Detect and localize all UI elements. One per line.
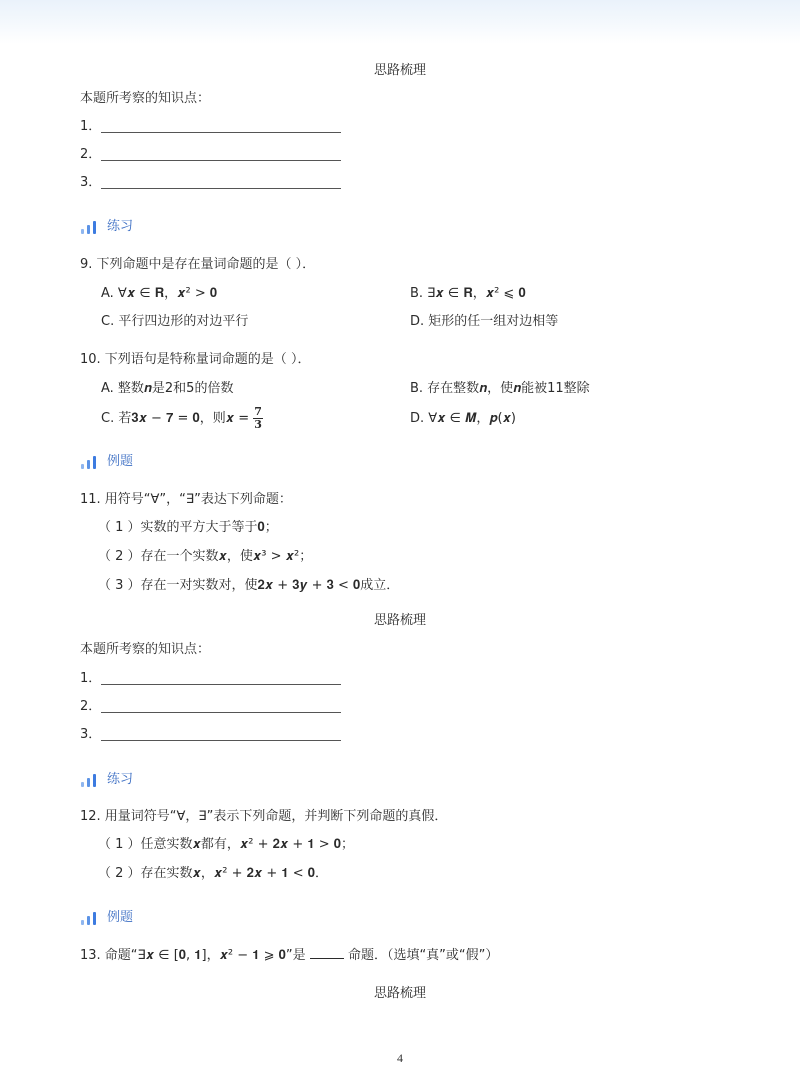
kp-blank-line[interactable] bbox=[101, 188, 341, 189]
q10-option-c-text: C. 若𝟑𝒙 − 𝟕 = 𝟎，则𝒙 = bbox=[101, 411, 250, 426]
kp-item-1-1: 1． bbox=[80, 119, 102, 134]
kp-item-2-2: 2． bbox=[80, 699, 102, 714]
q12-sub-2: （ 2 ）存在实数𝒙，𝒙² + 𝟐𝒙 + 𝟏 < 𝟎． bbox=[98, 866, 328, 881]
q13-stem-pre: 13. 命题“∃𝒙 ∈ [𝟎, 𝟏]，𝒙² − 𝟏 ⩾ 𝟎”是 bbox=[80, 948, 306, 963]
q10-option-a: A. 整数𝒏是2和5的倍数 bbox=[101, 381, 234, 396]
kp-blank-line[interactable] bbox=[101, 684, 341, 685]
kp-item-2-3: 3． bbox=[80, 727, 102, 742]
kp-blank-line[interactable] bbox=[101, 712, 341, 713]
section-practice-1: 练习 bbox=[107, 219, 134, 234]
q13-stem-post: 命题．（选填“真”或“假”） bbox=[347, 948, 499, 963]
q10-option-b: B. 存在整数𝒏，使𝒏能被11整除 bbox=[410, 381, 590, 396]
fraction-numerator: 7 bbox=[254, 405, 262, 418]
q11-sub-1: （ 1 ）实数的平方大于等于𝟎； bbox=[98, 520, 278, 535]
top-gradient-band bbox=[0, 0, 800, 44]
q11-sub-2: （ 2 ）存在一个实数𝒙，使𝒙³ > 𝒙²； bbox=[98, 549, 313, 564]
fraction bbox=[253, 406, 263, 431]
signal-bars-icon bbox=[80, 773, 98, 787]
signal-bars-icon bbox=[80, 911, 98, 925]
page-number: 4 bbox=[397, 1051, 403, 1065]
fraction-denominator: 3 bbox=[254, 418, 262, 431]
signal-bars-icon bbox=[80, 220, 98, 234]
section-practice-2: 练习 bbox=[107, 772, 134, 787]
q9-option-b: B. ∃𝒙 ∈ 𝐑，𝒙² ⩽ 𝟎 bbox=[410, 286, 526, 301]
q9-option-d: D. 矩形的任一组对边相等 bbox=[410, 314, 559, 329]
kp-label-1: 本题所考察的知识点： bbox=[80, 91, 211, 106]
think-title-3: 思路梳理 bbox=[373, 986, 426, 1001]
q12-sub-1: （ 1 ）任意实数𝒙都有，𝒙² + 𝟐𝒙 + 𝟏 > 𝟎； bbox=[98, 837, 354, 852]
think-title-1: 思路梳理 bbox=[373, 63, 426, 78]
q10-option-d: D. ∀𝒙 ∈ 𝑴，𝒑(𝒙) bbox=[410, 411, 517, 426]
think-title-2: 思路梳理 bbox=[373, 613, 426, 628]
kp-blank-line[interactable] bbox=[101, 740, 341, 741]
kp-blank-line[interactable] bbox=[101, 160, 341, 161]
section-example-1: 例题 bbox=[107, 454, 134, 469]
q10-stem: 10. 下列语句是特称量词命题的是（ ）． bbox=[80, 352, 311, 367]
q13-stem bbox=[80, 946, 498, 965]
q13-answer-blank[interactable] bbox=[310, 946, 344, 959]
kp-label-2: 本题所考察的知识点： bbox=[80, 642, 211, 657]
kp-item-2-1: 1． bbox=[80, 671, 102, 686]
kp-blank-line[interactable] bbox=[101, 132, 341, 133]
signal-bars-icon bbox=[80, 455, 98, 469]
q10-option-c bbox=[101, 405, 263, 433]
section-example-2: 例题 bbox=[107, 910, 134, 925]
q11-stem: 11. 用符号“∀”，“∃”表达下列命题： bbox=[80, 492, 292, 507]
q11-sub-3: （ 3 ）存在一对实数对，使𝟐𝒙 + 𝟑𝒚 + 𝟑 < 𝟎成立． bbox=[98, 578, 400, 593]
q9-option-a: A. ∀𝒙 ∈ 𝐑，𝒙² > 𝟎 bbox=[101, 286, 218, 301]
kp-item-1-2: 2． bbox=[80, 147, 102, 162]
kp-item-1-3: 3． bbox=[80, 175, 102, 190]
q12-stem: 12. 用量词符号“∀，∃”表示下列命题，并判断下列命题的真假． bbox=[80, 809, 448, 824]
q9-stem: 9. 下列命题中是存在量词命题的是（ ）． bbox=[80, 257, 316, 272]
q9-option-c: C. 平行四边形的对边平行 bbox=[101, 314, 249, 329]
